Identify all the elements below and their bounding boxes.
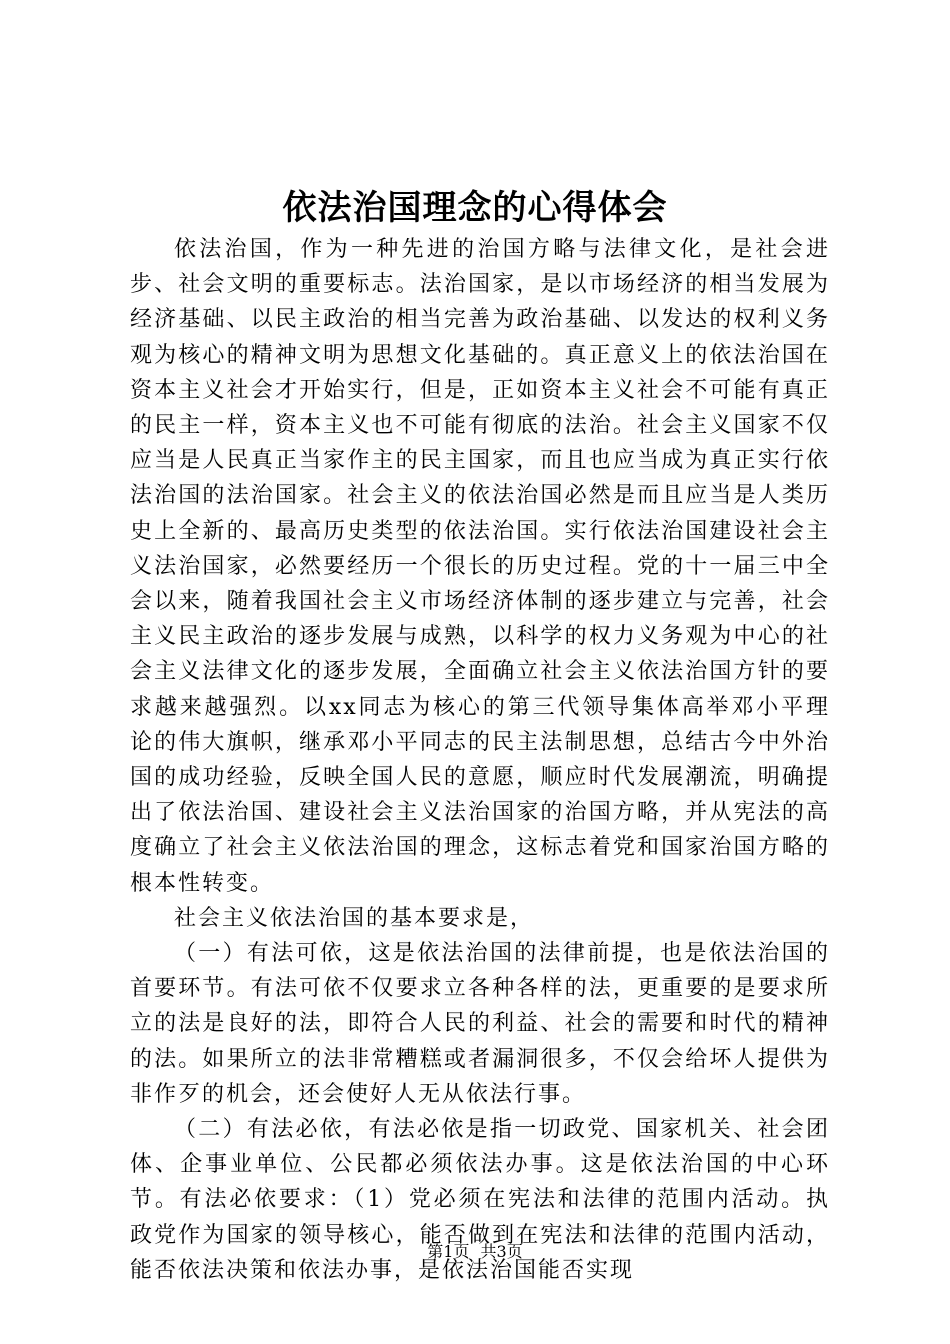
paragraph-intro: 依法治国，作为一种先进的治国方略与法律文化，是社会进步、社会文明的重要标志。法治国家，是以市场经济的相当发展为经济基础、以民主政治的相当完善为政治基础、以发达的权利义务观为核心的精神文明为思想文化基础的。真正意义上的依法治国在资本主义社会才开始实行，但是，正如资本主义社会不可能有真正的民主一样，资本主义也不可能有彻底的法治。社会主义国家不仅应当是人民真正当家作主的民主国家，而且也应当成为真正实行依法治国的法治国家。社会主义的依法治国必然是而且应当是人类历史上全新的、最高历史类型的依法治国。实行依法治国建设社会主义法治国家，必然要经历一个很长的历史过程。党的十一届三中全会以来，随着我国社会主义市场经济体制的逐步建立与完善，社会主义民主政治的逐步发展与成熟，以科学的权力义务观为中心的社会主义法律文化的逐步发展，全面确立社会主义依法治国方针的要求越来越强烈。以xx同志为核心的第三代领导集体高举邓小平理论的伟大旗帜，继承邓小平同志的民主法制思想，总结古今中外治国的成功经验，反映全国人民的意愿，顺应时代发展潮流，明确提出了依法治国、建设社会主义法治国家的治国方略，并从宪法的高度确立了社会主义依法治国的理念，这标志着党和国家治国方略的根本性转变。 xyxy=(130,237,830,896)
page-total: 共3页 xyxy=(480,1242,523,1261)
document-body xyxy=(130,232,830,1288)
page-number: 第1页 xyxy=(427,1242,470,1261)
paragraph-requirement-2: （二）有法必依，有法必依是指一切政党、国家机关、社会团体、企事业单位、公民都必须依法办事。这是依法治国的中心环节。有法必依要求：（1）党必须在宪法和法律的范围内活动。执政党作为国家的领导核心，能否做到在宪法和法律的范围内活动，能否依法决策和依法办事，是依法治国能否实现 xyxy=(130,1117,830,1283)
page-footer xyxy=(0,1240,950,1264)
paragraph-requirement-1: （一）有法可依，这是依法治国的法律前提，也是依法治国的首要环节。有法可依不仅要求立各种各样的法，更重要的是要求所立的法是良好的法，即符合人民的利益、社会的需要和时代的精神的法。如果所立的法非常糟糕或者漏洞很多，不仅会给坏人提供为非作歹的机会，还会使好人无从依法行事。 xyxy=(130,941,830,1107)
document-title: 依法治国理念的心得体会 xyxy=(282,188,668,228)
paragraph-requirements-lead: 社会主义依法治国的基本要求是， xyxy=(174,905,535,931)
